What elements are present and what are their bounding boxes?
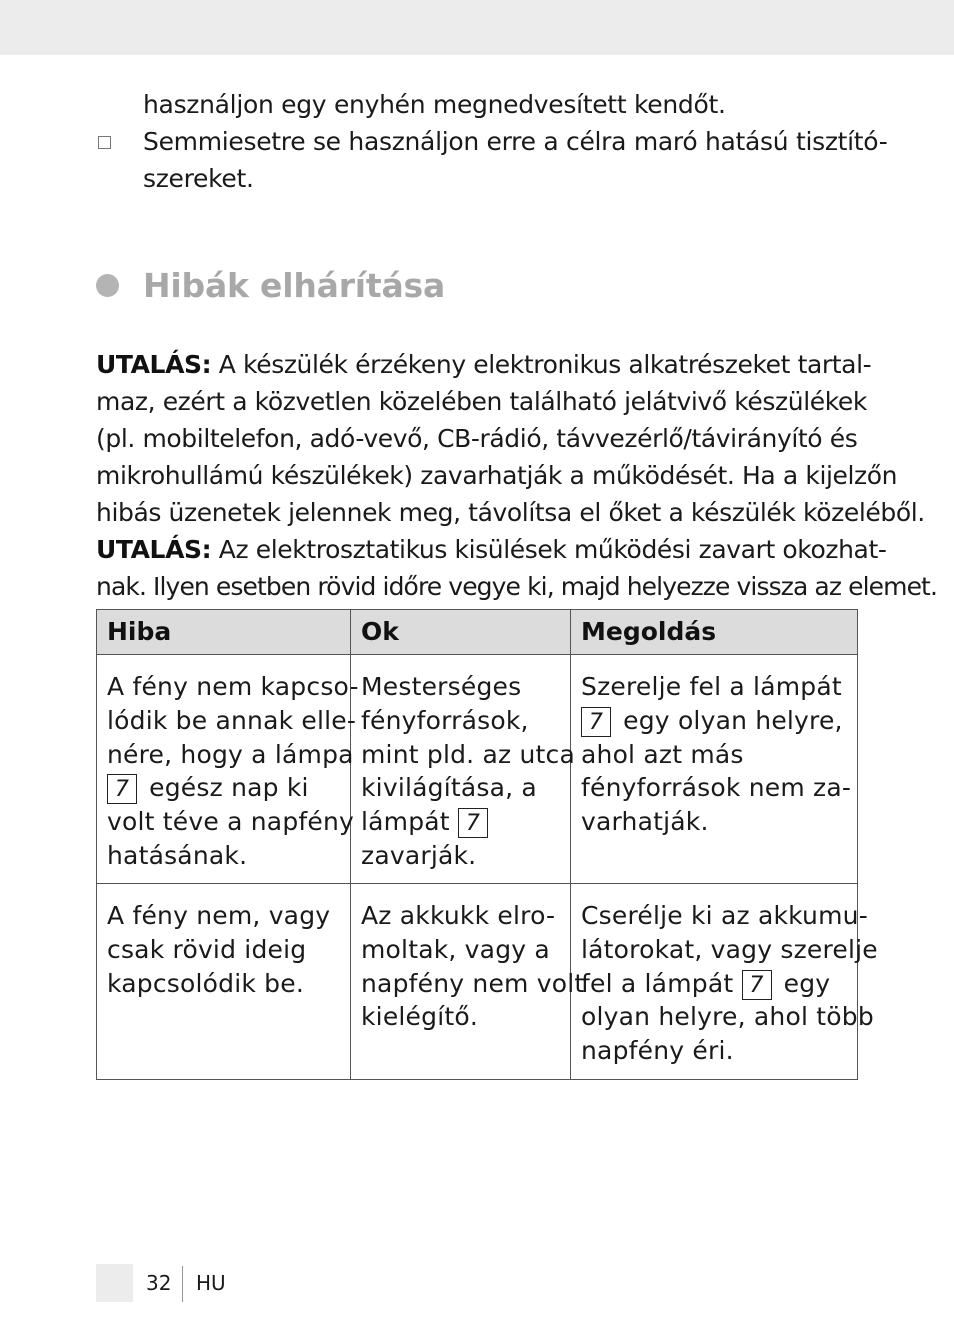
cell-text-line: kapcsolódik be. xyxy=(107,968,304,998)
text-fragment: fel a lámpát xyxy=(581,968,742,998)
cell-text-line: napfény éri. xyxy=(581,1036,734,1066)
table-cell-megoldas xyxy=(581,670,851,839)
cell-text-line: mint pld. az utca xyxy=(361,739,575,769)
cell-text-line: ahol azt más xyxy=(581,739,744,769)
note-line: hibás üzenetek jelennek meg, távolítsa el őket a készülék közeléből. xyxy=(96,498,925,527)
table-cell-ok xyxy=(361,899,584,1034)
table-header-row xyxy=(97,610,857,655)
language-code: HU xyxy=(196,1271,226,1295)
note-line: (pl. mobiltelefon, adó-vevő, CB-rádió, távvezérlő/távirányító és xyxy=(96,424,858,453)
row-divider xyxy=(97,883,857,884)
cell-text-line xyxy=(361,805,575,839)
cell-text-line xyxy=(581,967,878,1001)
cell-text-line: Mesterséges xyxy=(361,672,522,701)
note-line: nak. Ilyen esetben rövid időre vegye ki, majd helyezze vissza az elemet. xyxy=(96,572,937,601)
cell-text-line: nére, hogy a lámpa xyxy=(107,739,354,769)
cell-text-line: látorokat, vagy szerelje xyxy=(581,934,878,964)
note-line: maz, ezért a közvetlen közelében található jelátvivő készülékek xyxy=(96,387,867,416)
text-fragment: Az elektrosztatikus kisülések működési zavart okozhat- xyxy=(211,535,887,564)
intro-text-line: használjon egy enyhén megnedvesített kendőt. xyxy=(143,90,726,119)
text-fragment: lámpát xyxy=(361,807,458,837)
cell-text-line: kielégítő. xyxy=(361,1002,478,1032)
cell-text-line: zavarják. xyxy=(361,840,477,870)
cell-text-line: fényforrások, xyxy=(361,705,529,735)
cell-text-line: csak rövid ideig xyxy=(107,934,307,964)
note-line: mikrohullámú készülékek) zavarhatják a működését. Ha a kijelzőn xyxy=(96,461,898,490)
cell-text-line: lódik be annak elle- xyxy=(107,705,357,735)
troubleshooting-table xyxy=(96,609,878,1080)
cell-text-line: A fény nem kapcso- xyxy=(107,672,359,701)
text-fragment: egy xyxy=(775,968,831,998)
table-cell-ok xyxy=(361,670,575,873)
header-hiba: Hiba xyxy=(107,617,172,646)
cell-text-line: Szerelje fel a lámpát xyxy=(581,672,842,701)
page-marker-box xyxy=(96,1264,133,1302)
section-bullet-icon xyxy=(96,274,119,297)
bullet-text-line: szereket. xyxy=(143,164,254,193)
reference-number-box: 7 xyxy=(742,970,772,1000)
reference-number-box: 7 xyxy=(458,808,488,838)
cell-text-line: Az akkukk elro- xyxy=(361,901,556,930)
note-label: UTALÁS: xyxy=(96,350,212,379)
reference-number-box: 7 xyxy=(581,707,611,737)
table-cell-hiba xyxy=(107,670,359,873)
table-cell-hiba xyxy=(107,899,330,1000)
cell-text-line xyxy=(581,704,851,738)
cell-text-line: volt téve a napfény xyxy=(107,807,355,837)
cell-text-line xyxy=(107,771,359,805)
table-cell-megoldas xyxy=(581,899,878,1068)
cell-text-line: napfény nem volt xyxy=(361,968,585,998)
text-fragment: egy olyan helyre, xyxy=(615,705,843,735)
cell-text-line: kivilágítása, a xyxy=(361,773,537,803)
notes-block xyxy=(96,346,937,605)
page-header-band xyxy=(0,0,954,55)
cell-text-line: Cserélje ki az akkumu- xyxy=(581,901,868,930)
cell-text-line: hatásának. xyxy=(107,840,248,870)
note-line xyxy=(96,346,872,383)
note-line xyxy=(96,531,887,568)
cell-text-line: fényforrások nem za- xyxy=(581,773,852,803)
cell-text-line: A fény nem, vagy xyxy=(107,901,331,930)
reference-number-box: 7 xyxy=(107,774,137,804)
header-ok: Ok xyxy=(361,617,399,646)
page-number: 32 xyxy=(146,1271,172,1295)
text-fragment: egész nap ki xyxy=(141,773,309,803)
note-label: UTALÁS: xyxy=(96,535,212,564)
cell-text-line: moltak, vagy a xyxy=(361,934,550,964)
text-fragment: A készülék érzékeny elektronikus alkatrészeket tartal- xyxy=(211,350,872,379)
bullet-text-line: Semmiesetre se használjon erre a célra maró hatású tisztító- xyxy=(143,127,888,156)
cell-text-line: olyan helyre, ahol több xyxy=(581,1002,874,1032)
footer-divider xyxy=(182,1266,183,1302)
cell-text-line: varhatják. xyxy=(581,807,709,837)
header-megoldas: Megoldás xyxy=(581,617,717,646)
section-title: Hibák elhárítása xyxy=(143,266,446,305)
bullet-square-icon xyxy=(98,136,111,149)
